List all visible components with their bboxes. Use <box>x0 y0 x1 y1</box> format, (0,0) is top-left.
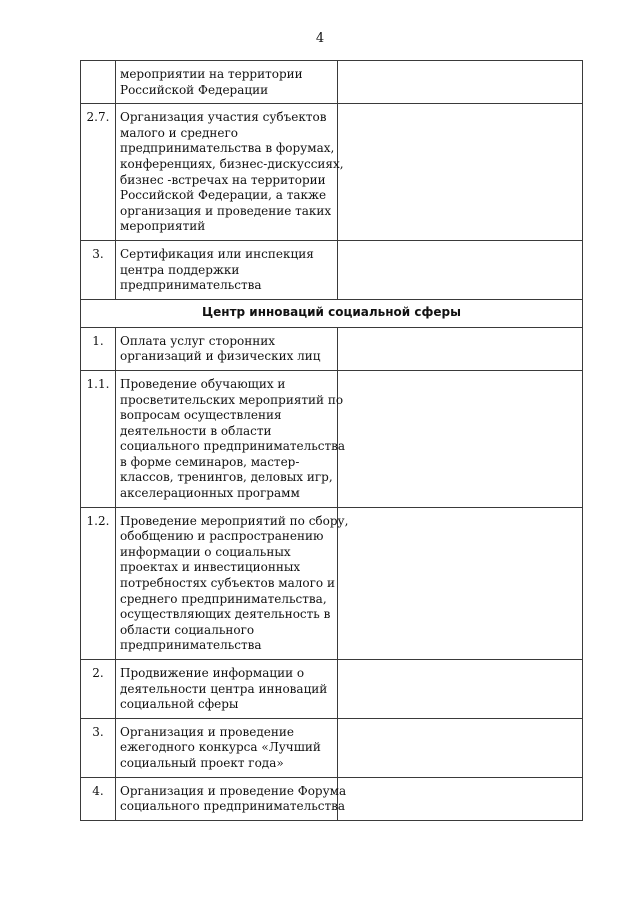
table-row <box>81 104 583 241</box>
table-row <box>81 777 583 820</box>
description-line: организация и проведение таких <box>120 203 332 218</box>
row-number: 3. <box>81 240 116 299</box>
description-line: Организация и проведение Форума <box>120 783 347 798</box>
table-row <box>81 660 583 719</box>
description-line: малого и среднего <box>120 125 238 140</box>
description-line: обобщению и распространению <box>120 529 324 544</box>
row-number: 1.2. <box>81 507 116 659</box>
table-row <box>81 718 583 777</box>
description-line: потребностях субъектов малого и <box>120 576 335 591</box>
description-line: области социального <box>120 622 255 637</box>
row-number: 3. <box>81 718 116 777</box>
page-number: 4 <box>315 31 325 46</box>
section-title: Центр инноваций социальной сферы <box>81 299 583 327</box>
description-line: в форме семинаров, мастер- <box>120 454 300 469</box>
table-row <box>81 61 583 104</box>
row-empty-cell <box>338 718 583 777</box>
description-line: Сертификация или инспекция <box>120 246 314 261</box>
description-line: Проведение мероприятий по сбору, <box>120 513 349 528</box>
description-line: организаций и физических лиц <box>120 349 321 364</box>
row-number: 2. <box>81 660 116 719</box>
row-description <box>116 507 349 659</box>
description-line: Проведение обучающих и <box>120 376 286 391</box>
description-line: предпринимательства в форумах, <box>120 141 335 156</box>
description-line: центра поддержки <box>120 262 240 277</box>
section-header-row <box>81 299 583 327</box>
description-line: конференциях, бизнес-дискуссиях, <box>120 156 344 171</box>
row-empty-cell <box>338 61 583 104</box>
description-line: деятельности в области <box>120 423 272 438</box>
row-description <box>116 104 344 241</box>
row-number: 2.7. <box>81 104 116 241</box>
row-description <box>116 61 338 104</box>
description-line: мероприятий <box>120 219 206 234</box>
description-line: вопросам осуществления <box>120 408 282 423</box>
row-description <box>116 327 338 370</box>
row-description <box>116 660 338 719</box>
description-line: мероприятии на территории <box>120 67 303 81</box>
description-line: Российской Федерации <box>120 82 269 97</box>
description-line: бизнес -встречах на территории <box>120 172 326 187</box>
row-empty-cell <box>338 660 583 719</box>
table-row <box>81 370 583 507</box>
description-line: информации о социальных <box>120 544 291 559</box>
description-line: проектах и инвестиционных <box>120 560 301 575</box>
description-line: предпринимательства <box>120 638 262 653</box>
description-line: предпринимательства <box>120 278 262 293</box>
row-number: 1.1. <box>81 370 116 507</box>
row-number: 4. <box>81 777 116 820</box>
row-empty-cell <box>338 240 583 299</box>
table-row <box>81 327 583 370</box>
description-line: среднего предпринимательства, <box>120 591 327 606</box>
description-line: Оплата услуг сторонних <box>120 333 276 348</box>
description-line: деятельности центра инноваций <box>120 681 328 696</box>
description-line: Организация участия субъектов <box>120 110 327 125</box>
description-line: Продвижение информации о <box>120 666 305 680</box>
description-line: акселерационных программ <box>120 486 300 501</box>
table-row <box>81 507 583 659</box>
row-description <box>116 777 347 820</box>
description-line: социального предпринимательства <box>120 799 346 814</box>
row-empty-cell <box>338 104 583 241</box>
row-description <box>116 718 338 777</box>
description-line: социальный проект года» <box>120 755 284 770</box>
description-line: Организация и проведение <box>120 724 294 739</box>
row-empty-cell <box>338 327 583 370</box>
description-line: социального предпринимательства <box>120 439 346 454</box>
row-empty-cell <box>338 507 583 659</box>
description-line: социальной сферы <box>120 697 239 712</box>
document-table <box>80 60 583 821</box>
row-empty-cell <box>338 370 583 507</box>
row-number: 1. <box>81 327 116 370</box>
description-line: Российской Федерации, а также <box>120 188 327 203</box>
row-description <box>116 240 338 299</box>
description-line: классов, тренингов, деловых игр, <box>120 470 333 485</box>
row-empty-cell <box>338 777 583 820</box>
row-description <box>116 370 346 507</box>
description-line: осуществляющих деятельность в <box>120 607 331 622</box>
description-line: ежегодного конкурса «Лучший <box>120 740 321 755</box>
description-line: просветительских мероприятий по <box>120 392 344 407</box>
row-number <box>81 61 116 104</box>
table-row <box>81 240 583 299</box>
